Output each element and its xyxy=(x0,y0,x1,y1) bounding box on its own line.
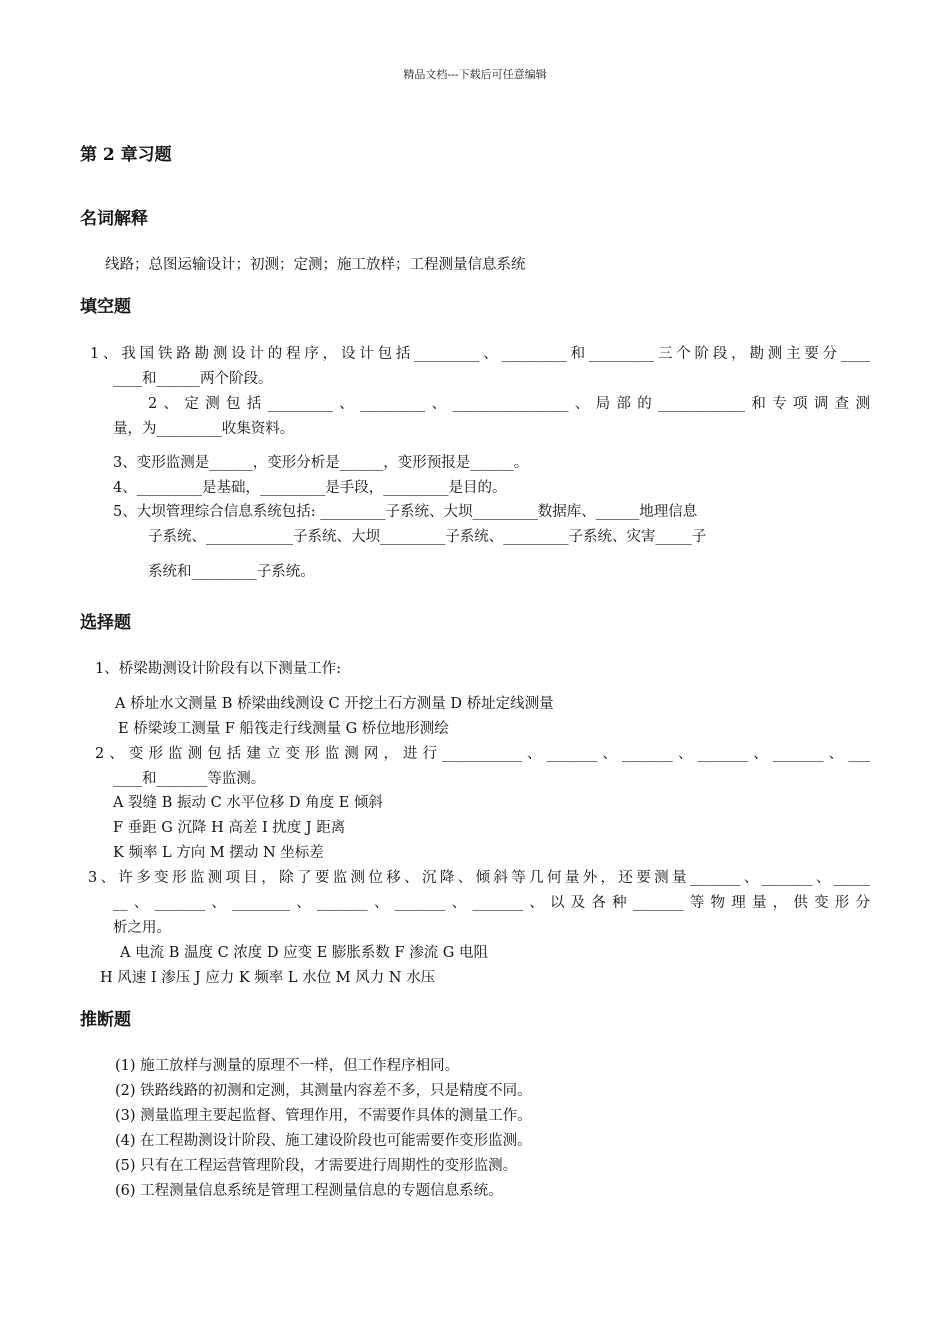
choice-line: A 裂缝 B 振动 C 水平位移 D 角度 E 倾斜 xyxy=(113,795,383,811)
section-heading-choice: 选择题 xyxy=(80,613,131,633)
judge-item: (1) 施工放样与测量的原理不一样，但工作程序相同。 xyxy=(115,1058,460,1074)
choice-line: F 垂距 G 沉降 H 高差 I 扰度 J 距离 xyxy=(113,820,346,836)
fill-line: 3、变形监测是______，变形分析是______，变形预报是______。 xyxy=(113,455,529,471)
fill-line: 4、_________是基础，_________是手段，_________是目的。 xyxy=(113,480,507,496)
judge-item: (5) 只有在工程运营管理阶段，才需要进行周期性的变形监测。 xyxy=(115,1158,518,1174)
choice-line: ____和_______等监测。 xyxy=(113,771,266,787)
judge-item: (4) 在工程勘测设计阶段、施工建设阶段也可能需要作变形监测。 xyxy=(115,1133,532,1149)
fill-line: 2、定测包括_________、_________、________________、局部的____________和专项调查测 xyxy=(148,396,870,412)
choice-line: H 风速 I 渗压 J 应力 K 频率 L 水位 M 风力 N 水压 xyxy=(100,970,436,986)
section-heading-terms: 名词解释 xyxy=(80,209,148,229)
judge-item: (2) 铁路线路的初测和定测，其测量内容差不多，只是精度不同。 xyxy=(115,1083,532,1099)
section-heading-fill: 填空题 xyxy=(80,297,131,317)
page-header: 精品文档---下载后可任意编辑 xyxy=(403,68,547,81)
fill-line: 量，为_________收集资料。 xyxy=(113,421,295,437)
section-heading-judge: 推断题 xyxy=(80,1010,131,1030)
choice-line: __、_______、________、_______、_______、_______、以及各种_______等物理量，供变形分 xyxy=(113,895,870,911)
fill-line: ____和______两个阶段。 xyxy=(113,371,273,387)
choice-line: 3、许多变形监测项目，除了要监测位移、沉降、倾斜等几何量外，还要测量_______、_______、_____ xyxy=(88,870,870,886)
fill-line: 系统和_________子系统。 xyxy=(148,564,315,580)
judge-item: (3) 测量监理主要起监督、管理作用，不需要作具体的测量工作。 xyxy=(115,1108,532,1124)
judge-item: (6) 工程测量信息系统是管理工程测量信息的专题信息系统。 xyxy=(115,1183,503,1199)
choice-line: K 频率 L 方向 M 摆动 N 坐标差 xyxy=(113,845,324,861)
choice-line: A 桥址水文测量 B 桥梁曲线测设 C 开挖土石方测量 D 桥址定线测量 xyxy=(115,696,554,712)
choice-line: A 电流 B 温度 C 浓度 D 应变 E 膨胀系数 F 渗流 G 电阻 xyxy=(120,945,488,961)
fill-line: 子系统、____________子系统、大坝_________子系统、_________子系统、灾害_____子 xyxy=(148,529,707,545)
fill-line: 5、大坝管理综合信息系统包括: _________子系统、大坝_________数据库、______地理信息 xyxy=(113,504,698,520)
choice-line: 1、桥梁勘测设计阶段有以下测量工作: xyxy=(95,661,342,677)
fill-line: 1、我国铁路勘测设计的程序，设计包括_________、_________和_________三个阶段，勘测主要分____ xyxy=(90,346,870,362)
choice-line: 析之用。 xyxy=(113,920,171,936)
chapter-title: 第 2 章习题 xyxy=(80,145,172,165)
choice-line: 2、变形监测包括建立变形监测网，进行___________、_______、_______、_______、_______、___ xyxy=(95,746,870,762)
choice-line: E 桥梁竣工测量 F 船筏走行线测量 G 桥位地形测绘 xyxy=(118,721,449,737)
terms-line: 线路；总图运输设计；初测；定测；施工放样；工程测量信息系统 xyxy=(105,257,526,273)
